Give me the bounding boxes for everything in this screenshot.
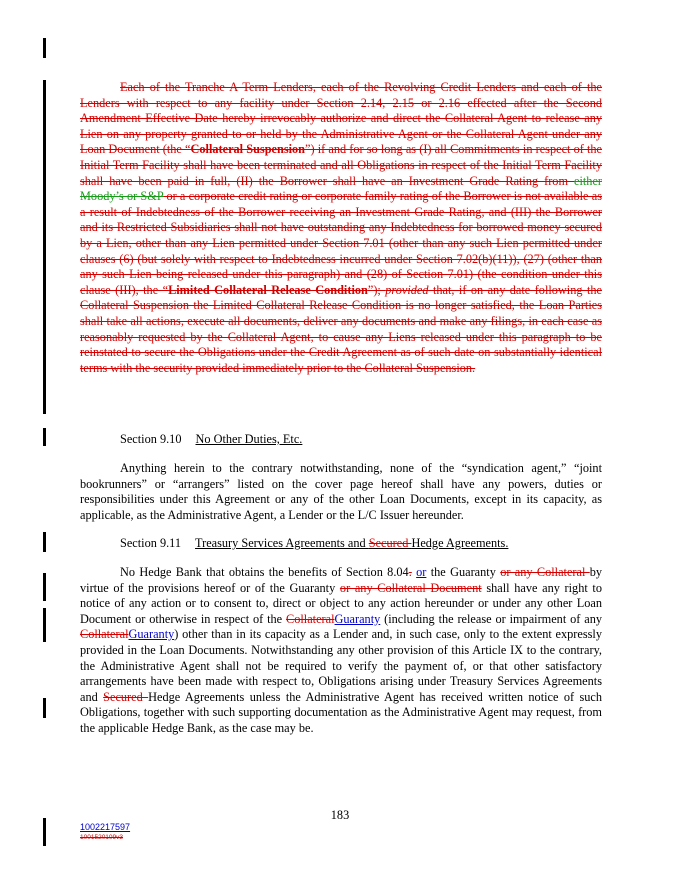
deleted-text: Each of the Tranche A Term Lenders, each of the Revolving Credit Lenders and each of the Lenders with respect to any facility under Section 2.14, 2.15 or 2.16 effected after the Second Amendment Effective Date hereby irrevocably authorize and direct the Collateral Agent to release any Lien on any property granted to or held by the Administrative Agent or the Collateral Agent under any Loan Document (the “ bbox=[80, 80, 602, 157]
change-bar bbox=[43, 532, 46, 552]
deleted-text: or a corporate credit rating or corporate family rating of the Borrower is not available as a result of Indebtedness of the Borrower receiving an Investment Grade Rating, and (III) the Borrower and its Restricted Subsidiaries shall not have outstanding any Indebtedness for borrowed money secured by a Lien, other than any Lien permitted under Section 7.01 (other than any such Lien permitted under clauses (6) (but solely with respect to Indebtedness incurred under Section 7.02(b)(11)), (27) (other than any such Lien being released under this paragraph) and (28) of Section 7.01) (the condition under this clause (III), the “ bbox=[80, 189, 602, 297]
section-body: Anything herein to the contrary notwithstanding, none of the “syndication agent,” “joint bookrunners” or “arrangers” listed on the cover page hereof shall have any powers, duties or responsibilities under this Agreement or any of the other Loan Documents, except in its capacity, as applicable, as the Administrative Agent, a Lender or the L/C Issuer hereunder. bbox=[80, 461, 602, 522]
change-bar bbox=[43, 428, 46, 446]
section-number: Section 9.11 bbox=[120, 536, 182, 550]
section-heading bbox=[120, 536, 508, 551]
deleted-text: that, if on any date following the Collateral Suspension the Limited Collateral Release Condition is no longer satisfied, the Loan Parties shall take all actions, execute all documents, deliver any documents and make any filings, in each case as reasonably requested by the Collateral Agent, to cause any Liens released under this paragraph to be reinstated to secure the Obligations under the Credit Agreement as of such date on substantially identical terms with the security provided immediately prior to the Collateral Suspension. bbox=[80, 282, 602, 375]
page-number: 183 bbox=[330, 808, 350, 822]
inserted-text: or bbox=[416, 565, 427, 579]
deleted-text: ”) if and for so long as (I) all Commitments in respect of the Initial Term Facility shall have been terminated and all Obligations in respect of the Initial Term Facility shall have been paid in full, (II) the Borrower shall have an Investment Grade Rating from bbox=[80, 142, 603, 188]
deleted-text: Secured bbox=[368, 536, 412, 550]
inserted-text: Guaranty bbox=[128, 627, 175, 642]
section-number: Section 9.10 bbox=[120, 432, 182, 446]
moved-text: either Moody’s or S&P bbox=[80, 173, 602, 204]
section-heading bbox=[120, 432, 302, 447]
deleted-text: . bbox=[408, 565, 412, 579]
inserted-text: Guaranty bbox=[334, 611, 381, 626]
deleted-text: or any Collateral Document bbox=[339, 580, 482, 595]
change-bar bbox=[43, 38, 46, 58]
deleted-defined-term: Collateral Suspension bbox=[190, 142, 306, 157]
document-id: 1002217597 bbox=[80, 822, 131, 832]
deleted-text: ”); bbox=[367, 282, 386, 297]
section-title: Treasury Services Agreements and Secured Hedge Agreements. bbox=[195, 536, 509, 550]
change-bar bbox=[43, 698, 46, 718]
deleted-text: Collateral bbox=[286, 611, 335, 626]
deleted-defined-term: Limited Collateral Release Condition bbox=[168, 282, 368, 297]
collateral-suspension-paragraph bbox=[80, 80, 602, 376]
change-bar bbox=[43, 608, 46, 642]
deleted-text: Collateral bbox=[80, 627, 129, 642]
deleted-italic-term: provided bbox=[385, 282, 429, 297]
deleted-text: or any Collateral bbox=[500, 565, 590, 579]
section-body: No Hedge Bank that obtains the benefits of Section 8.04. or the Guaranty or any Collateral by virtue of the provisions hereof or of the Guaranty or any Collateral Document shall have any right to notice of any action or to consent to, direct or object to any action hereunder or under any other Loan Document or otherwise in respect of the CollateralGuaranty (including the release or impairment of any CollateralGuaranty) other than in its capacity as a Lender and, in such case, only to the extent expressly provided in the Loan Documents. Notwithstanding any other provision of this Article IX to the contrary, the Administrative Agent shall not be required to verify the payment of, or that other satisfactory arrangements have been made with respect to, Obligations arising under Treasury Services Agreements and Secured Hedge Agreements unless the Administrative Agent has received written notice of such Obligations, together with such supporting documentation as the Administrative Agent may request, from the applicable Hedge Bank, as the case may be. bbox=[80, 565, 603, 735]
change-bar bbox=[43, 80, 46, 414]
document-id-deleted: 1001520109v3 bbox=[80, 834, 124, 841]
deleted-text: Secured bbox=[103, 689, 149, 704]
change-bar bbox=[43, 573, 46, 601]
section-title: No Other Duties, Etc. bbox=[195, 432, 303, 446]
